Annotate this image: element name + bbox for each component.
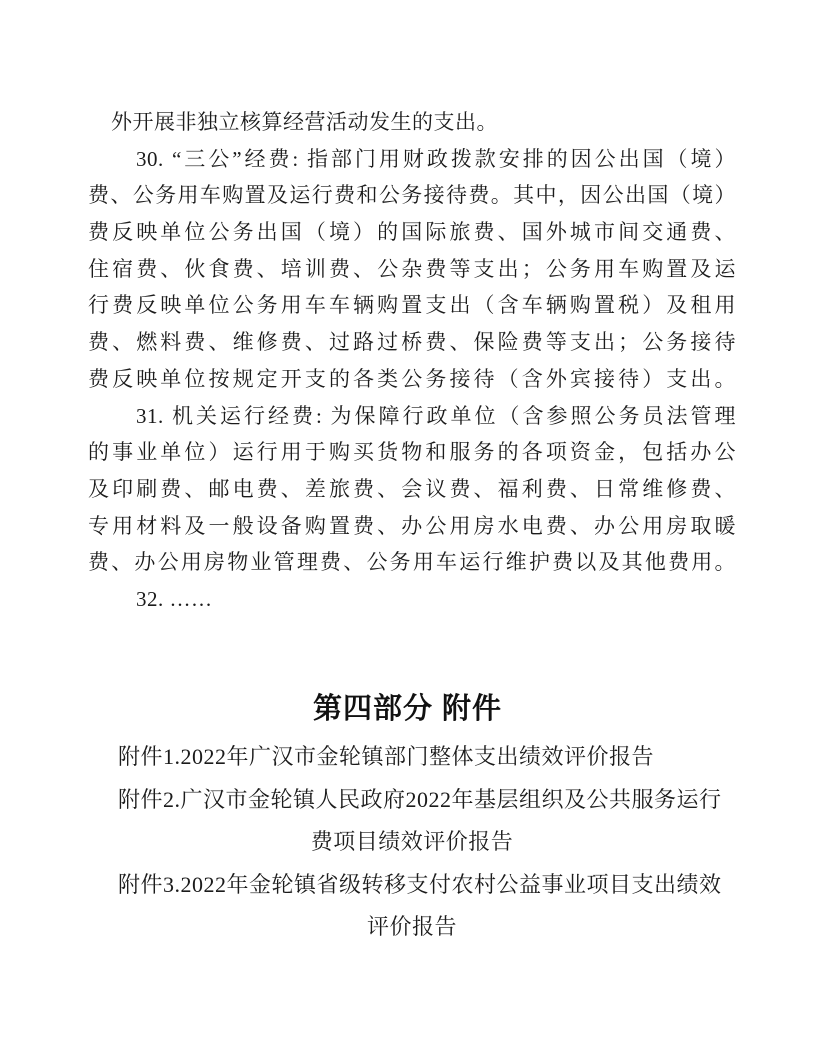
body-line: 外开展非独立核算经营活动发生的支出。 [111, 110, 498, 134]
body-line: 费、办公用房物业管理费、公务用车运行维护费以及其他费用。 [88, 550, 736, 575]
body-line: 费、燃料费、维修费、过路过桥费、保险费等支出；公务接待 [88, 330, 736, 355]
attachment-line-3-continuation: 评价报告 [366, 914, 457, 939]
body-line: 住宿费、伙食费、培训费、公杂费等支出；公务用车购置及运 [88, 256, 736, 281]
attachment-line-3: 附件3.2022年金轮镇省级转移支付农村公益事业项目支出绩效 [118, 871, 722, 897]
body-line: 的事业单位）运行用于购买货物和服务的各项资金，包括办公 [88, 440, 736, 465]
attachments-block [88, 736, 736, 949]
body-line-item-31: 31. 机关运行经费: 为保障行政单位（含参照公务员法管理 [136, 403, 736, 428]
body-line-item-30: 30. “三公”经费: 指部门用财政拨款安排的因公出国（境） [136, 146, 736, 171]
body-line: 行费反映单位公务用车车辆购置支出（含车辆购置税）及租用 [88, 293, 736, 318]
body-line: 费反映单位公务出国（境）的国际旅费、国外城市间交通费、 [88, 220, 736, 245]
attachment-line-2-continuation: 费项目绩效评价报告 [310, 829, 514, 854]
body-line: 专用材料及一般设备购置费、办公用房水电费、办公用房取暖 [88, 513, 736, 538]
body-line-item-32: 32. …… [136, 586, 213, 611]
body-line: 费、公务用车购置及运行费和公务接待费。其中，因公出国（境） [88, 183, 736, 208]
attachment-line-2: 附件2.广汉市金轮镇人民政府2022年基层组织及公共服务运行 [118, 786, 722, 812]
section-heading: 第四部分 附件 [312, 693, 503, 725]
body-line: 及印刷费、邮电费、差旅费、会议费、福利费、日常维修费、 [88, 476, 736, 501]
body-text-block [88, 104, 736, 618]
attachment-line-1: 附件1.2022年广汉市金轮镇部门整体支出绩效评价报告 [118, 744, 655, 769]
body-line: 费反映单位按规定开支的各类公务接待（含外宾接待）支出。 [88, 366, 736, 391]
